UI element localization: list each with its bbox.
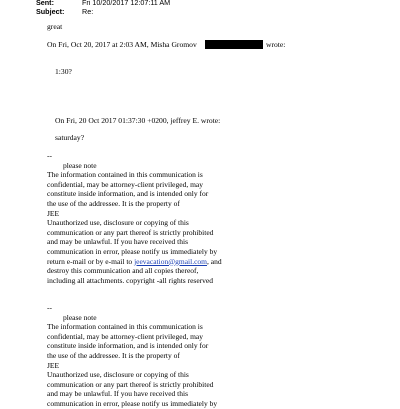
disclaimer-line: please note [63, 160, 97, 170]
sent-value: Fri 10/20/2017 12:07:11 AM [82, 0, 171, 7]
disclaimer-line: The information contained in this communication is [47, 322, 203, 332]
disclaimer-line: please note [63, 312, 97, 322]
disclaimer-block [47, 303, 387, 409]
disclaimer-line: constitute inside information, and is intended only for [47, 189, 209, 199]
disclaimer-line: The information contained in this communication is [47, 170, 203, 180]
disclaimer-line: and may be unlawful. If you have received this [47, 237, 188, 247]
redaction-box [205, 40, 263, 49]
email-prefix: return e-mail or by e-mail to [47, 256, 135, 266]
disclaimer-line: communication or any part thereof is strictly prohibited [47, 227, 214, 237]
email-link[interactable]: jeevacation@gmail.com [134, 256, 207, 266]
disclaimer-line: JEE [47, 360, 60, 370]
quoted-body: 1:30? [55, 67, 72, 76]
disclaimer-line: communication in error, please notify us immediately by [47, 246, 218, 256]
disclaimer-line: JEE [47, 208, 60, 218]
disclaimer-block [47, 151, 387, 285]
separator: -- [47, 303, 52, 312]
disclaimer-line: the use of the addressee. It is the property of [47, 350, 180, 360]
quote-line-prefix: On Fri, Oct 20, 2017 at 2:03 AM, Misha Gromov [47, 40, 197, 49]
disclaimer-line: Unauthorized use, disclosure or copying of this [47, 218, 189, 228]
separator: -- [47, 151, 52, 160]
disclaimer-line: communication in error, please notify us immediately by [47, 398, 218, 408]
disclaimer-line: constitute inside information, and is intended only for [47, 341, 209, 351]
disclaimer-line: the use of the addressee. It is the property of [47, 198, 180, 208]
disclaimer-line: confidential, may be attorney-client privileged, may [47, 179, 203, 189]
sent-label: Sent: [36, 0, 54, 7]
disclaimer-line: and may be unlawful. If you have received this [47, 389, 188, 399]
nested-quoted-body: saturday? [55, 133, 85, 142]
disclaimer-line: confidential, may be attorney-client privileged, may [47, 331, 203, 341]
disclaimer-line: destroy this communication and all copies thereof, [47, 266, 199, 276]
subject-label: Subject: [36, 7, 65, 16]
reply-body: great [47, 22, 63, 31]
disclaimer-email-line [47, 257, 387, 267]
disclaimer-line: Unauthorized use, disclosure or copying of this [47, 370, 189, 380]
nested-quote-line: On Fri, 20 Oct 2017 01:37:30 +0200, jeffrey E. wrote: [55, 116, 221, 125]
email-suffix: , and [206, 256, 222, 266]
quote-line-suffix: wrote: [266, 40, 286, 49]
subject-value: Re: [82, 7, 94, 16]
disclaimer-line: communication or any part thereof is strictly prohibited [47, 379, 214, 389]
disclaimer-line: including all attachments. copyright -all rights reserved [47, 275, 213, 285]
